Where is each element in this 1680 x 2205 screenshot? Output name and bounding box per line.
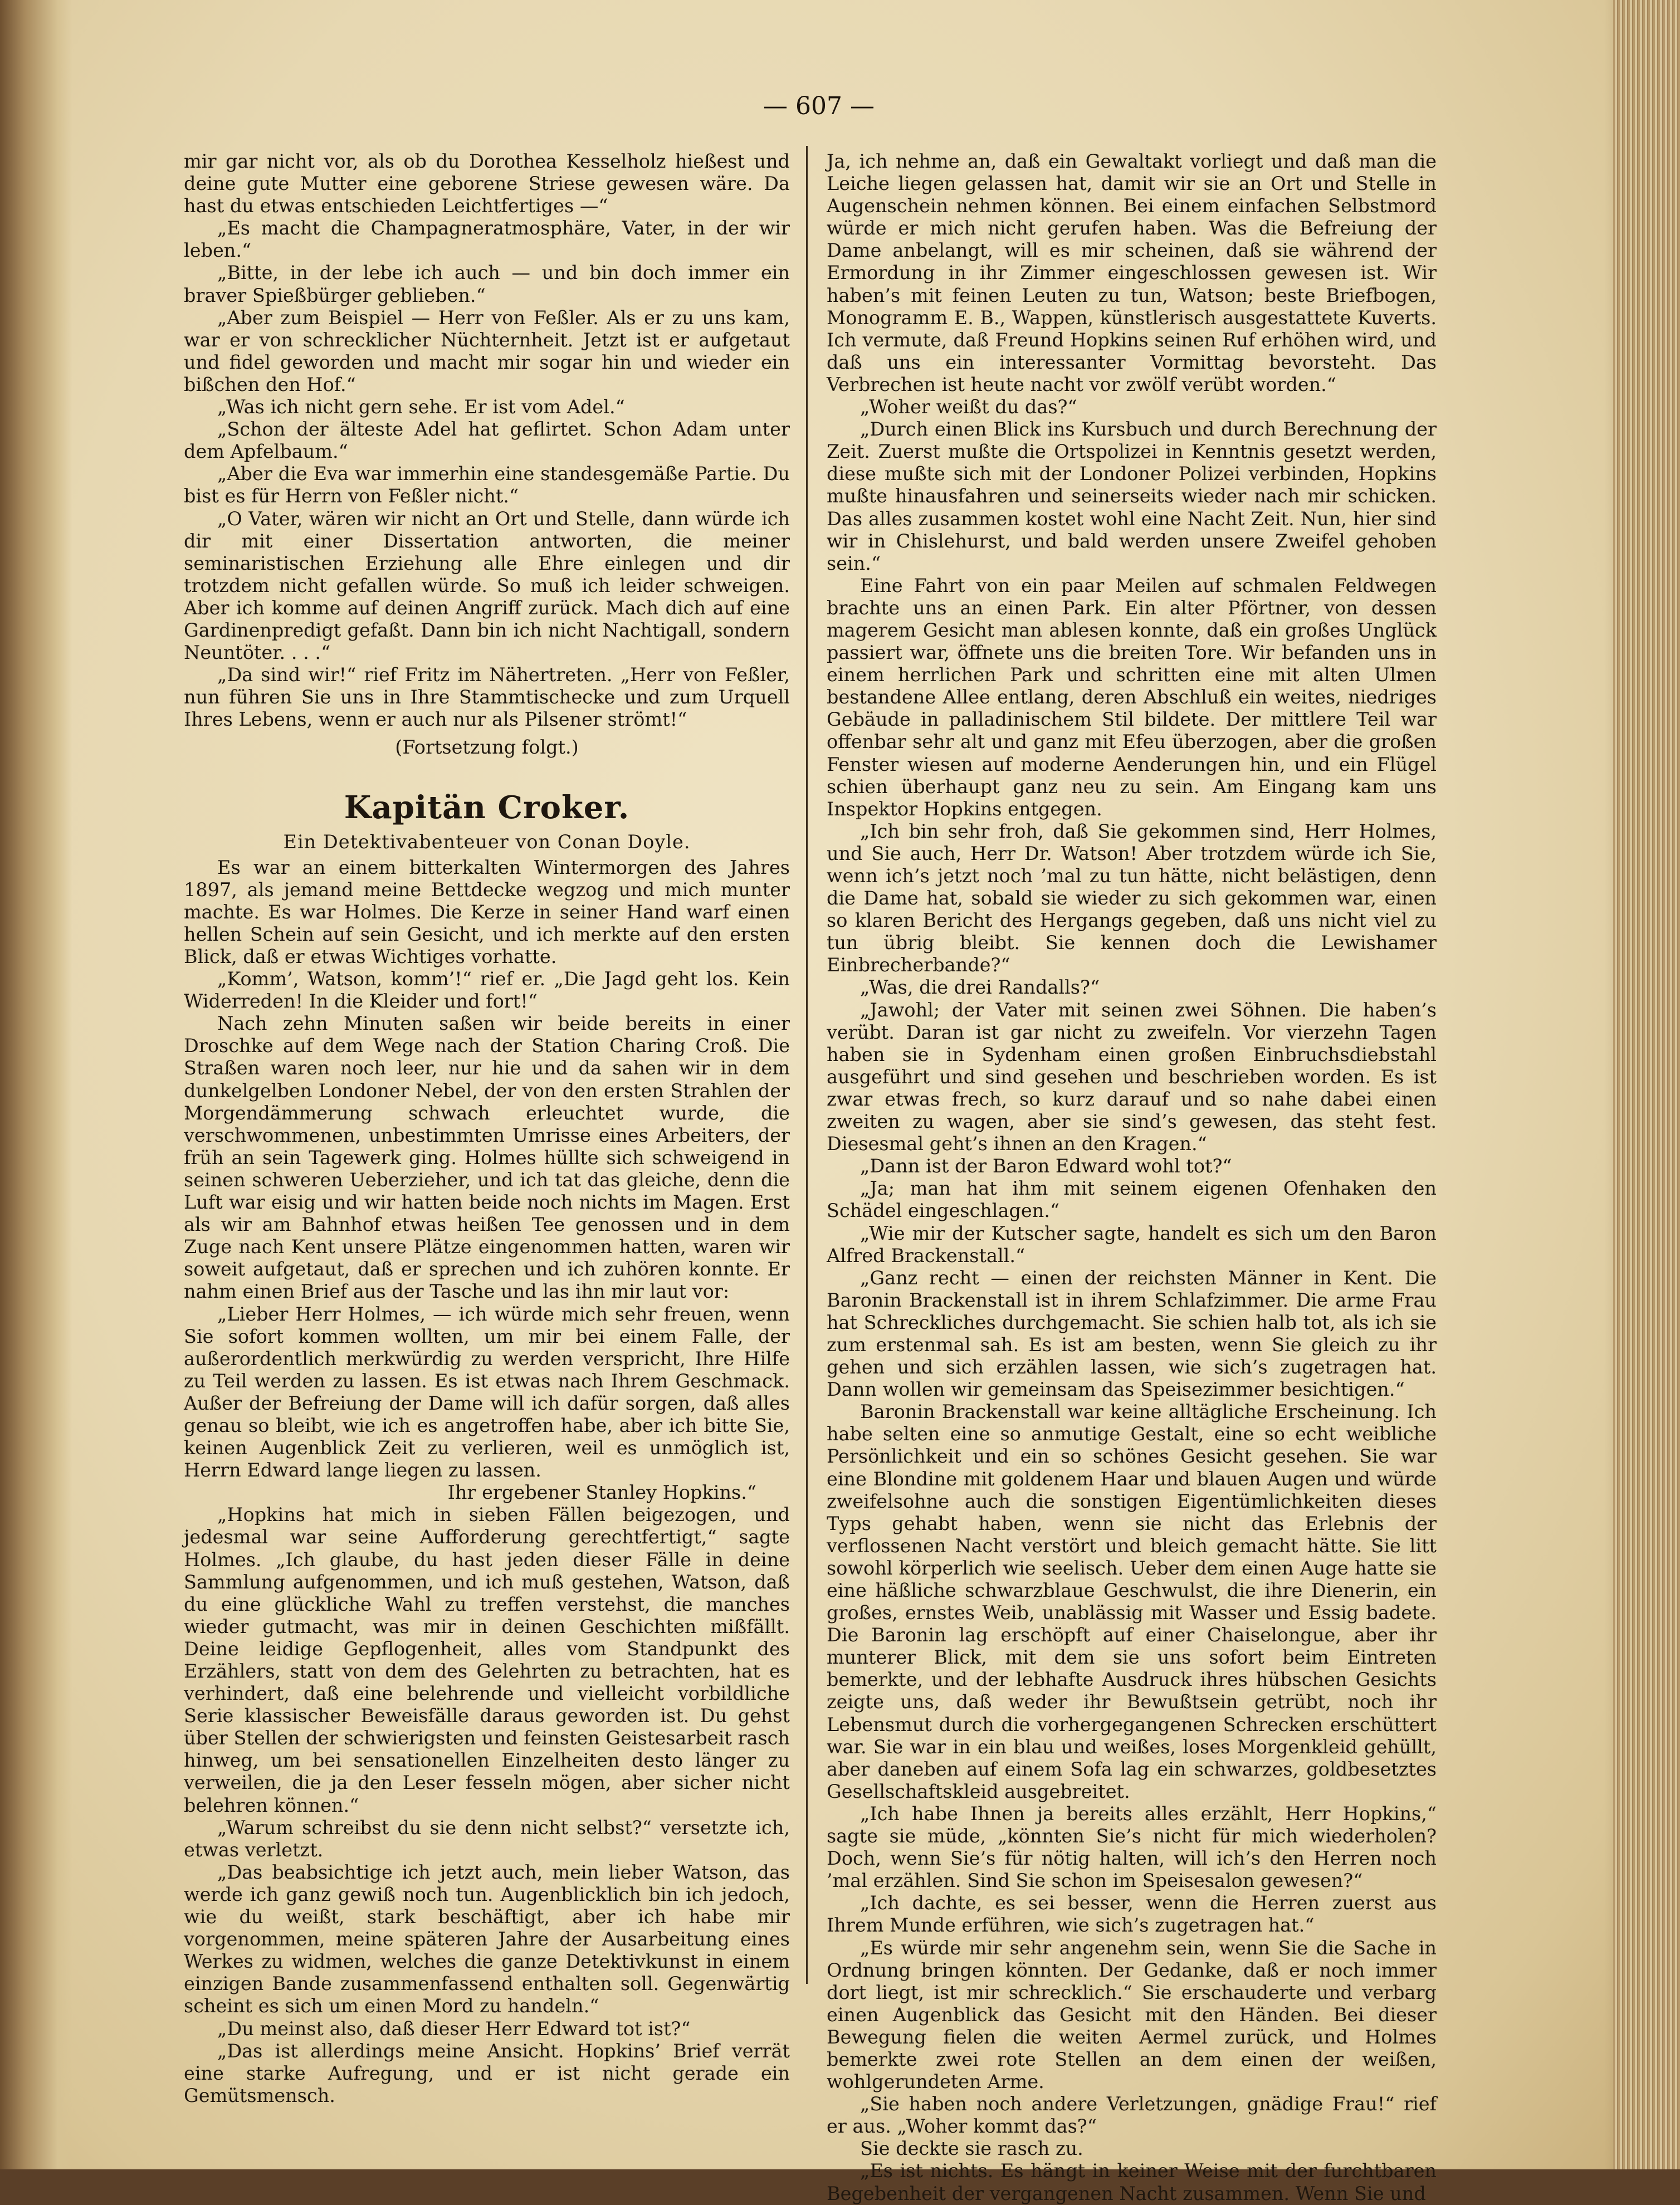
paragraph: Ja, ich nehme an, daß ein Gewaltakt vorliegt und daß man die Leiche liegen gelassen hat, damit wir sie an Ort und Stelle in Augenschein nehmen können. Bei einem einfachen Selbstmord würde er mich nicht gerufen haben. Was die Befreiung der Dame anbelangt, will es mir scheinen, daß sie während der Ermordung in ihr Zimmer eingeschlossen gewesen ist. Wir haben’s mit feinen Leuten zu tun, Watson; beste Briefbogen, Monogramm E. B., Wappen, künstlerisch ausgestattete Kuverts. Ich vermute, daß Freund Hopkins seinen Ruf erhöhen wird, und daß uns ein interessanter Vormittag bevorsteht. Das Verbrechen ist heute nacht vor zwölf verübt worden.“ <box>827 150 1437 395</box>
paragraph: „Komm’, Watson, komm’!“ rief er. „Die Jagd geht los. Kein Widerreden! In die Kleider und fort!“ <box>184 968 790 1013</box>
paragraph: „Es ist nichts. Es hängt in keiner Weise mit der furchtbaren Begebenheit der vergangenen Nacht zusammen. Wenn Sie und <box>827 2160 1437 2204</box>
paragraph: „Schon der älteste Adel hat geflirtet. Schon Adam unter dem Apfelbaum.“ <box>184 418 790 463</box>
paragraph: „Es würde mir sehr angenehm sein, wenn Sie die Sache in Ordnung bringen könnten. Der Gedanke, daß er noch immer dort liegt, ist mir schrecklich.“ Sie erschauderte und verbarg einen Augenblick das Gesicht mit den Händen. Bei dieser Bewegung fielen die weiten Aermel zurück, und Holmes bemerkte zwei rote Stellen an dem einen der weißen, wohlgerundeten Arme. <box>827 1937 1437 2093</box>
paragraph: „Dann ist der Baron Edward wohl tot?“ <box>860 1155 1232 1177</box>
paragraph: „Das beabsichtige ich jetzt auch, mein lieber Watson, das werde ich ganz gewiß noch tun. Augenblicklich bin ich jedoch, wie du weißt, stark beschäftigt, aber ich habe mir vorgenommen, meine späteren Jahre der Ausarbeitung eines Werkes zu widmen, welches die ganze Detektivkunst in einem einzigen Bande zusammenfassend enthalten soll. Gegenwärtig scheint es sich um einen Mord zu handeln.“ <box>184 1861 790 2017</box>
paragraph: „Aber zum Beispiel — Herr von Feßler. Als er zu uns kam, war er von schrecklicher Nüchternheit. Jetzt ist er aufgetaut und fidel geworden und macht mir sogar hin und wieder ein bißchen den Hof.“ <box>184 306 790 395</box>
left-column <box>184 150 790 2107</box>
paragraph: „Ich dachte, es sei besser, wenn die Herren zuerst aus Ihrem Munde erführen, wie sich’s zugetragen hat.“ <box>827 1892 1437 1937</box>
story-title: Kapitän Croker. <box>344 789 630 826</box>
paragraph: „Sie haben noch andere Verletzungen, gnädige Frau!“ rief er aus. „Woher kommt das?“ <box>827 2093 1437 2138</box>
paragraph: „Ja; man hat ihm mit seinem eigenen Ofenhaken den Schädel eingeschlagen.“ <box>827 1177 1437 1222</box>
paragraph: Es war an einem bitterkalten Wintermorgen des Jahres 1897, als jemand meine Bettdecke wegzog und mich munter machte. Es war Holmes. Die Kerze in seiner Hand warf einen hellen Schein auf sein Gesicht, und ich merkte auf den ersten Blick, daß er etwas Wichtiges vorhatte. <box>184 856 790 967</box>
paragraph: „Ganz recht — einen der reichsten Männer in Kent. Die Baronin Brackenstall ist in ihrem Schlafzimmer. Die arme Frau hat Schreckliches durchgemacht. Sie schien halb tot, als ich sie zum erstenmal sah. Es ist am besten, wenn Sie gleich zu ihr gehen und sich erzählen lassen, wie sich’s zugetragen hat. Dann wollen wir gemeinsam das Speisezimmer besichtigen.“ <box>827 1267 1437 1401</box>
page-number: — 607 — <box>763 92 875 120</box>
paragraph: „Woher weißt du das?“ <box>860 396 1077 418</box>
book-gutter <box>0 0 72 2169</box>
paragraph: Nach zehn Minuten saßen wir beide bereits in einer Droschke auf dem Wege nach der Station Charing Croß. Die Straßen waren noch leer, nur hie und da sahen wir in dem dunkelgelben Londoner Nebel, der von den ersten Strahlen der Morgendämmerung schwach erleuchtet wurde, die verschwommenen, unbestimmten Umrisse eines Arbeiters, der früh an sein Tagewerk ging. Holmes hüllte sich schweigend in seinen schweren Ueberzieher, und ich tat das gleiche, denn die Luft war eisig und wir hatten beide noch nichts im Magen. Erst als wir am Bahnhof etwas heißen Tee genossen und in dem Zuge nach Kent unsere Plätze eingenommen hatten, waren wir soweit aufgetaut, daß er sprechen und ich zuhören konnte. Er nahm einen Brief aus der Tasche und las ihn mir laut vor: <box>184 1013 790 1303</box>
paragraph: Sie deckte sie rasch zu. <box>860 2138 1083 2160</box>
paragraph: „Es macht die Champagneratmosphäre, Vater, in der wir leben.“ <box>184 217 790 262</box>
continuation-note: (Fortsetzung folgt.) <box>395 736 579 759</box>
paragraph: „Da sind wir!“ rief Fritz im Nähertreten. „Herr von Feßler, nun führen Sie uns in Ihre Stammtischecke und zum Urquell Ihres Lebens, wenn er auch nur als Pilsener strömt!“ <box>184 664 790 731</box>
paragraph: „Was ich nicht gern sehe. Er ist vom Adel.“ <box>217 396 625 418</box>
book-page-edges <box>1613 0 1680 2169</box>
paragraph: Baronin Brackenstall war keine alltägliche Erscheinung. Ich habe selten eine so anmutige Gestalt, eine so echt weibliche Persönlichkeit und ein so schönes Gesicht gesehen. Sie war eine Blondine mit goldenem Haar und blauen Augen und würde zweifelsohne auch die sonstigen Eigentümlichkeiten dieses Typs gehabt haben, wenn sie nicht das Erlebnis der verflossenen Nacht verstört und bleich gemacht hätte. Sie litt sowohl körperlich wie seelisch. Ueber dem einen Auge hatte sie eine häßliche schwarzblaue Geschwulst, die ihre Dienerin, ein großes, ernstes Weib, unablässig mit Wasser und Essig badete. Die Baronin lag erschöpft auf einer Chaiselongue, aber ihr munterer Blick, mit dem sie uns sofort beim Eintreten bemerkte, und der lebhafte Ausdruck ihres hübschen Gesichts zeigte uns, daß weder ihr Bewußtsein getrübt, noch ihr Lebensmut durch die vorhergegangenen Schrecken erschüttert war. Sie war in ein blau und weißes, loses Morgenkleid gehüllt, aber daneben auf einem Sofa lag ein schwarzes, goldbesetztes Gesellschaftskleid ausgebreitet. <box>827 1401 1437 1802</box>
paragraph: „Du meinst also, daß dieser Herr Edward tot ist?“ <box>217 2017 691 2040</box>
paragraph: „Bitte, in der lebe ich auch — und bin doch immer ein braver Spießbürger geblieben.“ <box>184 262 790 306</box>
right-column <box>827 150 1437 2205</box>
paragraph: Eine Fahrt von ein paar Meilen auf schmalen Feldwegen brachte uns an einen Park. Ein alter Pförtner, von dessen magerem Gesicht man ablesen konnte, daß ein großes Unglück passiert war, öffnete uns die breiten Tore. Wir befanden uns in einem herrlichen Park und schritten eine mit alten Ulmen bestandene Allee entlang, deren Abschluß ein weites, niedriges Gebäude in palladinischem Stil bildete. Der mittlere Teil war offenbar sehr alt und ganz mit Efeu überzogen, aber die großen Fenster wiesen auf moderne Aenderungen hin, und ein Flügel schien überhaupt ganz neu zu sein. Am Eingang kam uns Inspektor Hopkins entgegen. <box>827 574 1437 820</box>
paragraph: „Durch einen Blick ins Kursbuch und durch Berechnung der Zeit. Zuerst mußte die Ortspolizei in Kenntnis gesetzt werden, diese mußte sich mit der Londoner Polizei verbinden, Hopkins mußte hinausfahren und seinerseits wieder nach mir schicken. Das alles zusammen kostet wohl eine Nacht Zeit. Nun, hier sind wir in Chislehurst, und bald werden unsere Zweifel gehoben sein.“ <box>827 418 1437 574</box>
paragraph: „O Vater, wären wir nicht an Ort und Stelle, dann würde ich dir mit einer Dissertation antworten, die meiner seminaristischen Erziehung alle Ehre einlegen und dir trotzdem nicht gefallen würde. So muß ich leider schweigen. Aber ich komme auf deinen Angriff zurück. Mach dich auf eine Gardinenpredigt gefaßt. Dann bin ich nicht Nachtigall, sondern Neuntöter. . . .“ <box>184 507 790 664</box>
paragraph: „Was, die drei Randalls?“ <box>860 976 1100 999</box>
paragraph: „Aber die Eva war immerhin eine standesgemäße Partie. Du bist es für Herrn von Feßler nicht.“ <box>184 463 790 507</box>
column-divider <box>806 146 808 1984</box>
letter-signature: Ihr ergebener Stanley Hopkins.“ <box>447 1482 756 1504</box>
paragraph: „Warum schreibst du sie denn nicht selbst?“ versetzte ich, etwas verletzt. <box>184 1816 790 1861</box>
letter-paragraph: „Lieber Herr Holmes, — ich würde mich sehr freuen, wenn Sie sofort kommen wollten, um mir bei einem Falle, der außerordentlich merkwürdig zu werden verspricht, Ihre Hilfe zu Teil werden zu lassen. Es ist etwas nach Ihrem Geschmack. Außer der Befreiung der Dame will ich dafür sorgen, daß alles genau so bleibt, wie ich es angetroffen habe, aber ich bitte Sie, keinen Augenblick Zeit zu verlieren, weil es unmöglich ist, Herrn Edward lange liegen zu lassen. <box>184 1303 790 1482</box>
paragraph: „Wie mir der Kutscher sagte, handelt es sich um den Baron Alfred Brackenstall.“ <box>827 1222 1437 1267</box>
paragraph: „Hopkins hat mich in sieben Fällen beigezogen, und jedesmal war seine Aufforderung gerechtfertigt,“ sagte Holmes. „Ich glaube, du hast jeden dieser Fälle in deine Sammlung aufgenommen, und ich muß gestehen, Watson, daß du eine glückliche Wahl zu treffen verstehst, die manches wieder gutmacht, was mir in deinen Geschichten mißfällt. Deine leidige Gepflogenheit, alles vom Standpunkt des Erzählers, statt von dem des Gelehrten zu betrachten, hat es verhindert, daß eine belehrende und vielleicht vorbildliche Serie klassischer Beweisfälle daraus geworden ist. Du gehst über Stellen der schwierigsten und feinsten Geistesarbeit rasch hinweg, um bei sensationellen Einzelheiten desto länger zu verweilen, die ja den Leser fesseln mögen, aber sicher nicht belehren können.“ <box>184 1504 790 1816</box>
paragraph: „Jawohl; der Vater mit seinen zwei Söhnen. Die haben’s verübt. Daran ist gar nicht zu zweifeln. Vor vierzehn Tagen haben sie in Sydenham einen großen Einbruchsdiebstahl ausgeführt und sind gesehen und beschrieben worden. Es ist zwar etwas frech, so kurz darauf und so nahe dabei einen zweiten zu wagen, aber sie sind’s gewesen, das steht fest. Diesesmal geht’s ihnen an den Kragen.“ <box>827 999 1437 1155</box>
paragraph: „Ich bin sehr froh, daß Sie gekommen sind, Herr Holmes, und Sie auch, Herr Dr. Watson! Aber trotzdem würde ich Sie, wenn ich’s jetzt noch ’mal zu tun hätte, nicht belästigen, denn die Dame hat, sobald sie wieder zu sich gekommen war, einen so klaren Bericht des Hergangs gegeben, daß uns nicht viel zu tun übrig bleibt. Sie kennen doch die Lewishamer Einbrecherbande?“ <box>827 820 1437 976</box>
paragraph: „Das ist allerdings meine Ansicht. Hopkins’ Brief verrät eine starke Aufregung, und er ist nicht gerade ein Gemütsmensch. <box>184 2040 790 2106</box>
story-subtitle: Ein Detektivabenteuer von Conan Doyle. <box>283 830 691 853</box>
paragraph: „Ich habe Ihnen ja bereits alles erzählt, Herr Hopkins,“ sagte sie müde, „könnten Sie’s nicht für mich wiederholen? Doch, wenn Sie’s für nötig halten, will ich’s den Herren noch ’mal erzählen. Sind Sie schon im Speisesalon gewesen?“ <box>827 1802 1437 1892</box>
paragraph: mir gar nicht vor, als ob du Dorothea Kesselholz hießest und deine gute Mutter eine geborene Striese gewesen wäre. Da hast du etwas entschieden Leichtfertiges —“ <box>184 150 790 217</box>
